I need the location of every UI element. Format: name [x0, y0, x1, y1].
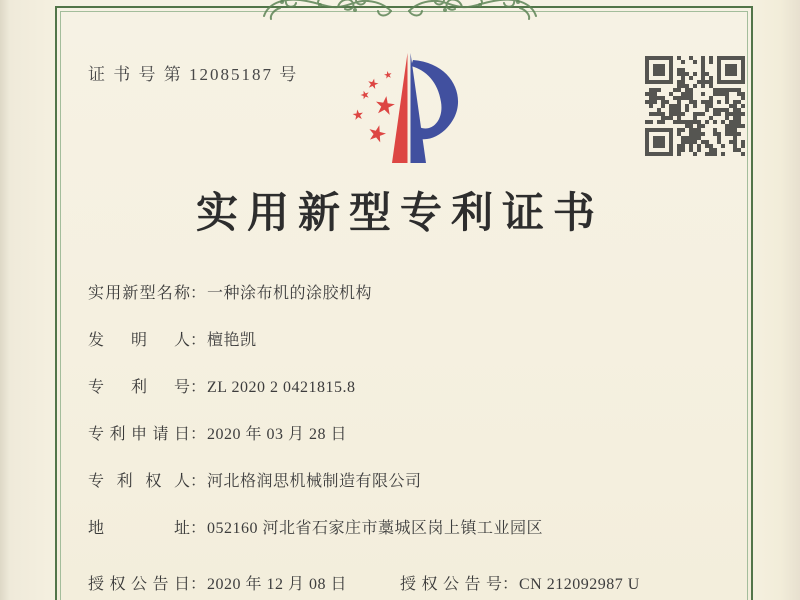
field-value: 檀艳凯	[207, 332, 257, 349]
field-label: 专利申请日	[88, 426, 190, 443]
green-filigree-ornament-icon	[260, 0, 540, 20]
qr-code	[645, 56, 745, 156]
field-value: 河北格润思机械制造有限公司	[207, 473, 422, 490]
field-colon: ：	[190, 473, 207, 490]
field-label: 授权公告号	[400, 576, 502, 593]
frame-border-left	[55, 6, 57, 600]
field-label: 地址	[88, 520, 190, 537]
page-edge-shade-right	[751, 0, 800, 600]
field-colon: ：	[190, 576, 207, 593]
field-value: 052160 河北省石家庄市藁城区岗上镇工业园区	[207, 520, 544, 537]
field-row	[88, 280, 728, 302]
field-label: 专利权人	[88, 473, 190, 490]
cnipa-logo-icon	[336, 50, 466, 170]
field-value: 2020 年 03 月 28 日	[207, 426, 348, 443]
footer-fields	[88, 571, 748, 591]
frame-border-left-inner	[60, 11, 61, 600]
field-colon: ：	[190, 379, 207, 396]
field-row	[88, 468, 728, 490]
field-value: 2020 年 12 月 08 日	[207, 576, 348, 593]
field-colon: ：	[190, 332, 207, 349]
certificate-number: 证 书 号 第 12085187 号	[88, 65, 299, 84]
field-label: 专利号	[88, 379, 190, 396]
field-label: 发明人	[88, 332, 190, 349]
field-colon: ：	[190, 520, 207, 537]
frame-border-right	[751, 6, 753, 600]
field-row	[88, 374, 728, 396]
field-row	[88, 515, 728, 537]
field-colon: ：	[190, 426, 207, 443]
certificate-title: 实用新型专利证书	[195, 191, 604, 237]
field-row	[88, 421, 728, 443]
field-label: 授权公告日	[88, 576, 190, 593]
field-label: 实用新型名称	[88, 285, 190, 302]
field-row	[88, 571, 348, 593]
field-row	[88, 327, 728, 349]
frame-border-right-inner	[747, 11, 748, 600]
field-value: 一种涂布机的涂胶机构	[207, 285, 373, 302]
field-value: ZL 2020 2 0421815.8	[207, 379, 356, 396]
fields	[88, 280, 728, 562]
field-row	[400, 571, 640, 593]
field-value: CN 212092987 U	[519, 576, 640, 593]
page-edge-shade-left	[0, 0, 55, 600]
field-colon: ：	[502, 576, 519, 593]
field-colon: ：	[190, 285, 207, 302]
